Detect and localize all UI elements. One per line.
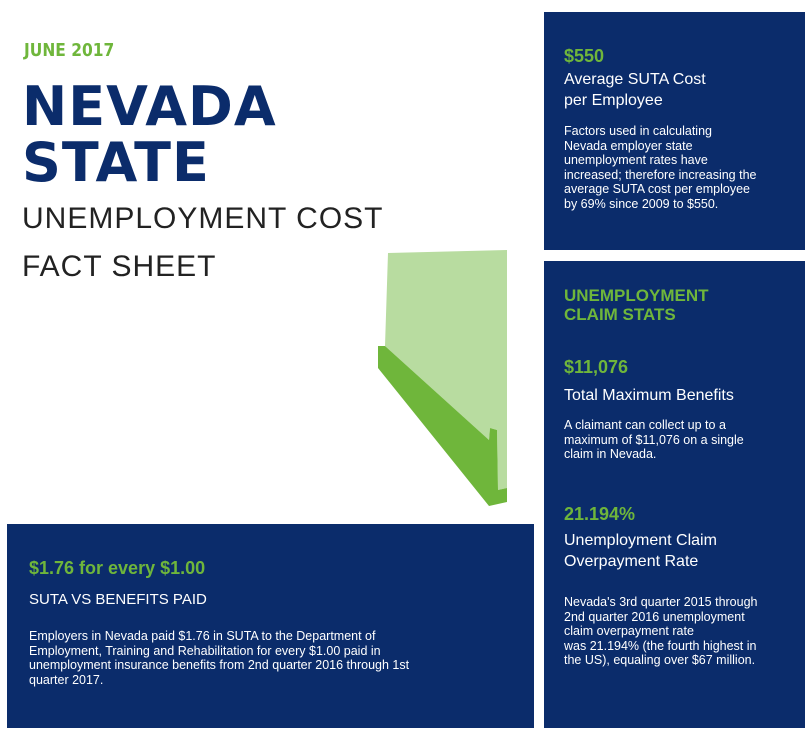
max-benefits-value: $11,076 (564, 357, 629, 377)
overpayment-value: 21.194% (564, 504, 636, 524)
claim-stats-title-line-2: CLAIM STATS (564, 305, 676, 324)
text-line: unemployment rates have (564, 153, 708, 167)
text-line: 2nd quarter 2016 unemployment (564, 609, 745, 624)
claim-stats-panel (544, 261, 805, 728)
suta-cost-description (564, 124, 756, 211)
text-line: claim in Nevada. (564, 447, 657, 461)
max-benefits-description (564, 418, 744, 462)
text-line: average SUTA cost per employee (564, 182, 750, 196)
text-line: by 69% since 2009 to $550. (564, 196, 719, 211)
text-line: maximum of $11,076 on a single (564, 432, 744, 447)
suta-vs-benefits-panel (7, 524, 534, 728)
overpayment-label-1: Unemployment Claim (564, 532, 717, 549)
text-line: Nevada's 3rd quarter 2015 through (564, 595, 758, 609)
claim-stats-title (564, 286, 709, 324)
suta-vs-benefits-label: SUTA VS BENEFITS PAID (29, 591, 207, 608)
report-date: JUNE 2017 (24, 40, 115, 61)
overpayment-label-2: Overpayment Rate (564, 553, 699, 570)
text-line: A claimant can collect up to a (564, 418, 726, 432)
suta-cost-panel (544, 12, 805, 250)
overpayment-description (564, 595, 758, 668)
suta-cost-value: $550 (564, 46, 605, 66)
text-line: unemployment insurance benefits from 2nd quarter 2016 through 1st (29, 658, 410, 672)
max-benefits-label: Total Maximum Benefits (564, 387, 734, 404)
text-line: was 21.194% (the fourth highest in (564, 638, 757, 653)
text-line: quarter 2017. (29, 672, 104, 687)
subtitle-line-1: UNEMPLOYMENT COST (22, 202, 384, 235)
suta-vs-benefits-description (29, 629, 409, 687)
subtitle-line-2: FACT SHEET (22, 250, 217, 283)
text-line: Nevada employer state (564, 138, 693, 153)
text-line: Employers in Nevada paid $1.76 in SUTA to the Department of (29, 629, 376, 643)
text-line: claim overpayment rate (564, 624, 694, 638)
suta-cost-label-1: Average SUTA Cost (564, 71, 706, 88)
text-line: Employment, Training and Rehabilitation for every $1.00 paid in (29, 643, 381, 658)
text-line: increased; therefore increasing the (564, 167, 757, 182)
nevada-map-icon (375, 250, 510, 510)
title-line-2: STATE (22, 131, 210, 194)
suta-vs-benefits-value: $1.76 for every $1.00 (29, 558, 206, 578)
text-line: the US), equaling over $67 million. (564, 653, 756, 667)
suta-cost-label-2: per Employee (564, 92, 663, 109)
text-line: Factors used in calculating (564, 124, 712, 138)
title-line-1: NEVADA (22, 75, 277, 138)
claim-stats-title-line-1: UNEMPLOYMENT (564, 286, 709, 305)
